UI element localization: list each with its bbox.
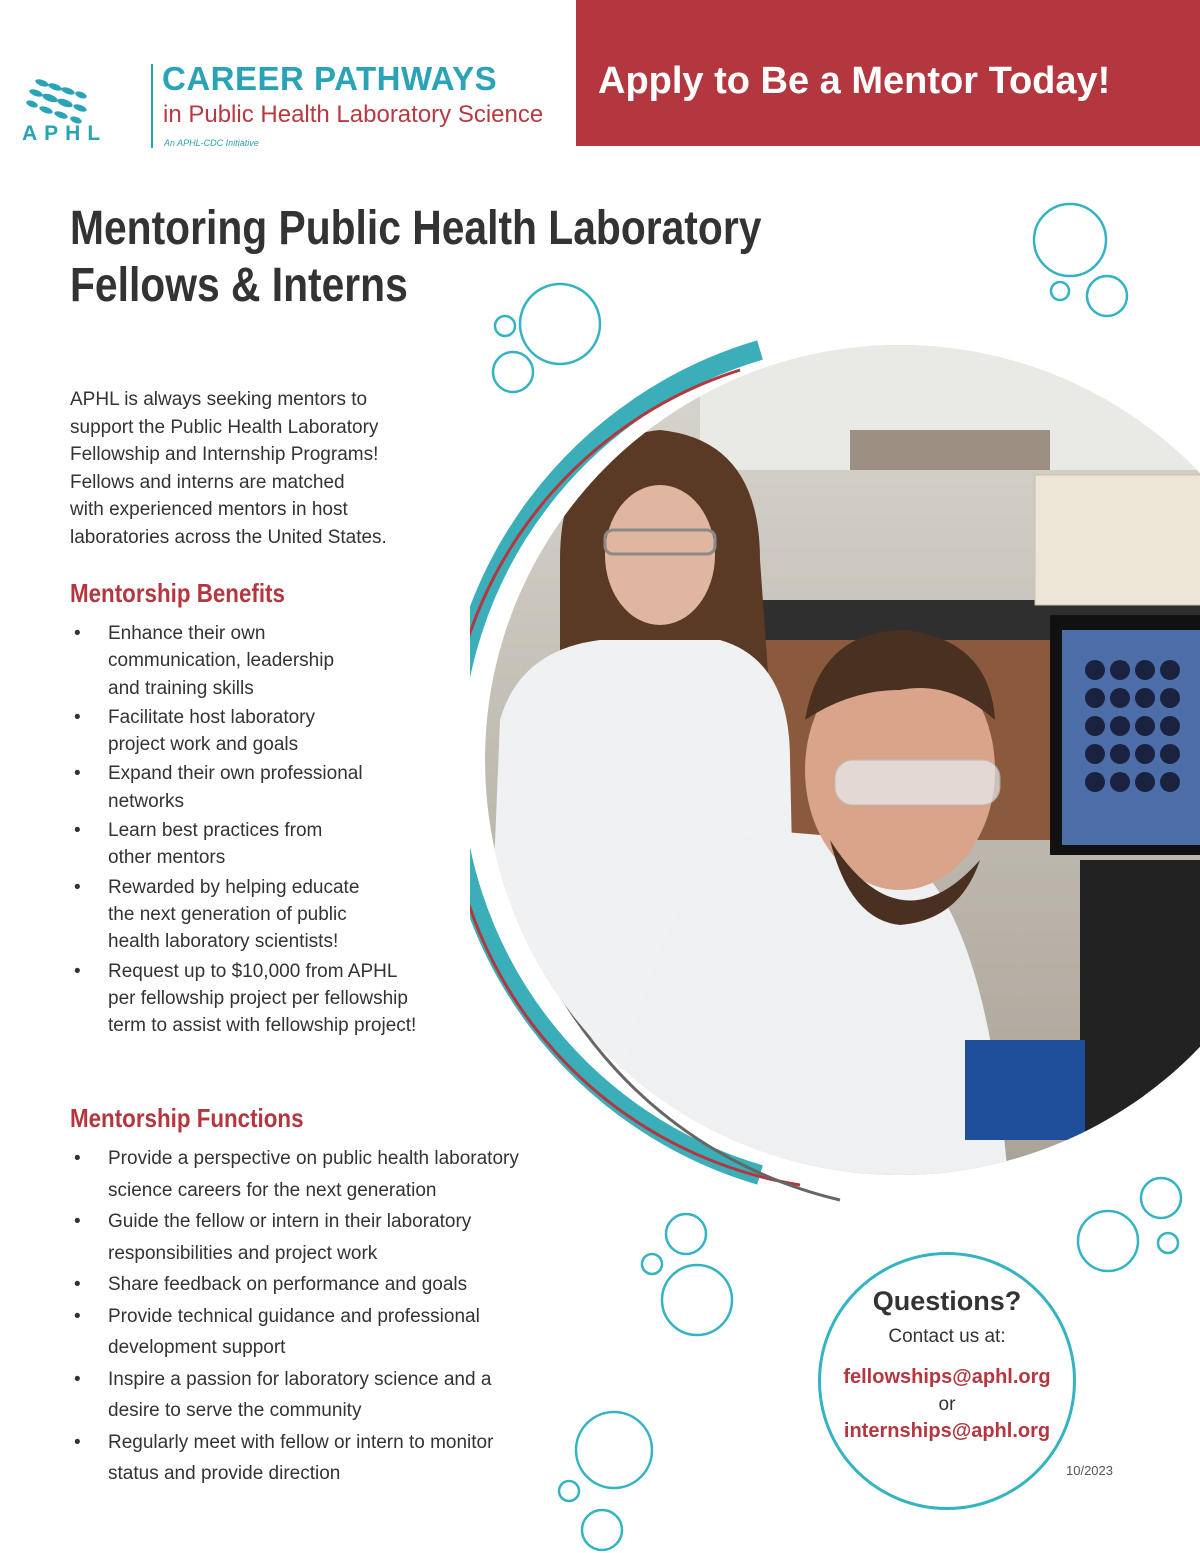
- list-item: [72, 817, 416, 872]
- fellowships-email-link[interactable]: fellowships@aphl.org: [843, 1366, 1051, 1388]
- list-item: [72, 1301, 519, 1364]
- list-item: [72, 1269, 519, 1301]
- list-item-line: responsibilities and project work: [108, 1242, 378, 1264]
- aphl-wordmark: APHL: [22, 122, 108, 145]
- list-item-line: communication, leadership: [108, 650, 335, 672]
- internships-email-link[interactable]: internships@aphl.org: [843, 1420, 1051, 1442]
- list-item-line: • Expand their own professional: [108, 763, 363, 785]
- list-item-line: • Inspire a passion for laboratory science and a: [108, 1368, 492, 1390]
- list-item-line: • Guide the fellow or intern in their laboratory: [108, 1211, 472, 1232]
- list-item: [72, 1427, 519, 1490]
- apply-banner: [576, 0, 1200, 146]
- contact-label: Contact us at:: [888, 1326, 1006, 1347]
- list-item-line: • Learn best practices from: [108, 820, 323, 842]
- list-item-line: other mentors: [108, 847, 226, 869]
- intro-line: Fellows and interns are matched: [70, 471, 345, 493]
- list-item: [72, 874, 416, 956]
- list-item-line: development support: [108, 1337, 286, 1358]
- questions-title: Questions?: [872, 1286, 1022, 1316]
- page-title: [70, 200, 761, 314]
- list-item-line: • Request up to $10,000 from APHL: [108, 960, 398, 982]
- title-line: Fellows & Interns: [70, 259, 408, 312]
- publication-date: 10/2023: [1066, 1463, 1113, 1478]
- list-item-line: status and provide direction: [108, 1463, 341, 1484]
- program-subtitle: in Public Health Laboratory Science: [163, 101, 544, 128]
- benefits-list: [72, 620, 416, 1041]
- list-item-line: • Regularly meet with fellow or intern to monitor: [108, 1431, 494, 1453]
- list-item-line: term to assist with fellowship project!: [108, 1015, 417, 1037]
- list-item-line: • Provide a perspective on public health laboratory: [108, 1148, 519, 1169]
- list-item-line: desire to serve the community: [108, 1400, 362, 1421]
- list-item-line: • Enhance their own: [108, 623, 266, 644]
- list-item: [72, 1364, 519, 1427]
- title-line: Mentoring Public Health Laboratory: [70, 202, 762, 255]
- program-title: CAREER PATHWAYS: [162, 60, 498, 97]
- or-label: or: [938, 1394, 956, 1415]
- list-item: [72, 620, 416, 702]
- benefits-heading: Mentorship Benefits: [70, 578, 285, 608]
- list-item-line: the next generation of public: [108, 903, 347, 925]
- list-item-line: per fellowship project per fellowship: [108, 987, 408, 1009]
- intro-line: support the Public Health Laboratory: [70, 416, 379, 438]
- intro-line: laboratories across the United States.: [70, 526, 387, 548]
- list-item-line: networks: [108, 790, 185, 812]
- list-item-line: health laboratory scientists!: [108, 931, 339, 953]
- intro-line: Fellowship and Internship Programs!: [70, 444, 379, 465]
- list-item: [72, 1206, 519, 1269]
- logo-divider: [151, 64, 153, 148]
- functions-list: [72, 1143, 519, 1490]
- list-item: [72, 704, 416, 759]
- list-item-line: science careers for the next generation: [108, 1179, 437, 1201]
- initiative-label: An APHL-CDC Initiative: [164, 138, 259, 148]
- list-item: [72, 1143, 519, 1206]
- list-item: [72, 760, 416, 815]
- lab-photo: [470, 330, 1200, 1210]
- functions-heading: Mentorship Functions: [70, 1103, 304, 1133]
- list-item-line: • Share feedback on performance and goals: [108, 1274, 468, 1295]
- intro-paragraph: [70, 386, 490, 551]
- list-item-line: • Rewarded by helping educate: [108, 876, 360, 898]
- list-item-line: project work and goals: [108, 734, 299, 756]
- list-item: [72, 958, 416, 1040]
- intro-line: APHL is always seeking mentors to: [70, 389, 368, 410]
- list-item-line: • Provide technical guidance and professional: [108, 1305, 480, 1327]
- banner-text: Apply to Be a Mentor Today!: [598, 60, 1111, 102]
- intro-line: with experienced mentors in host: [70, 499, 348, 520]
- list-item-line: and training skills: [108, 677, 254, 699]
- list-item-line: • Facilitate host laboratory: [108, 706, 315, 728]
